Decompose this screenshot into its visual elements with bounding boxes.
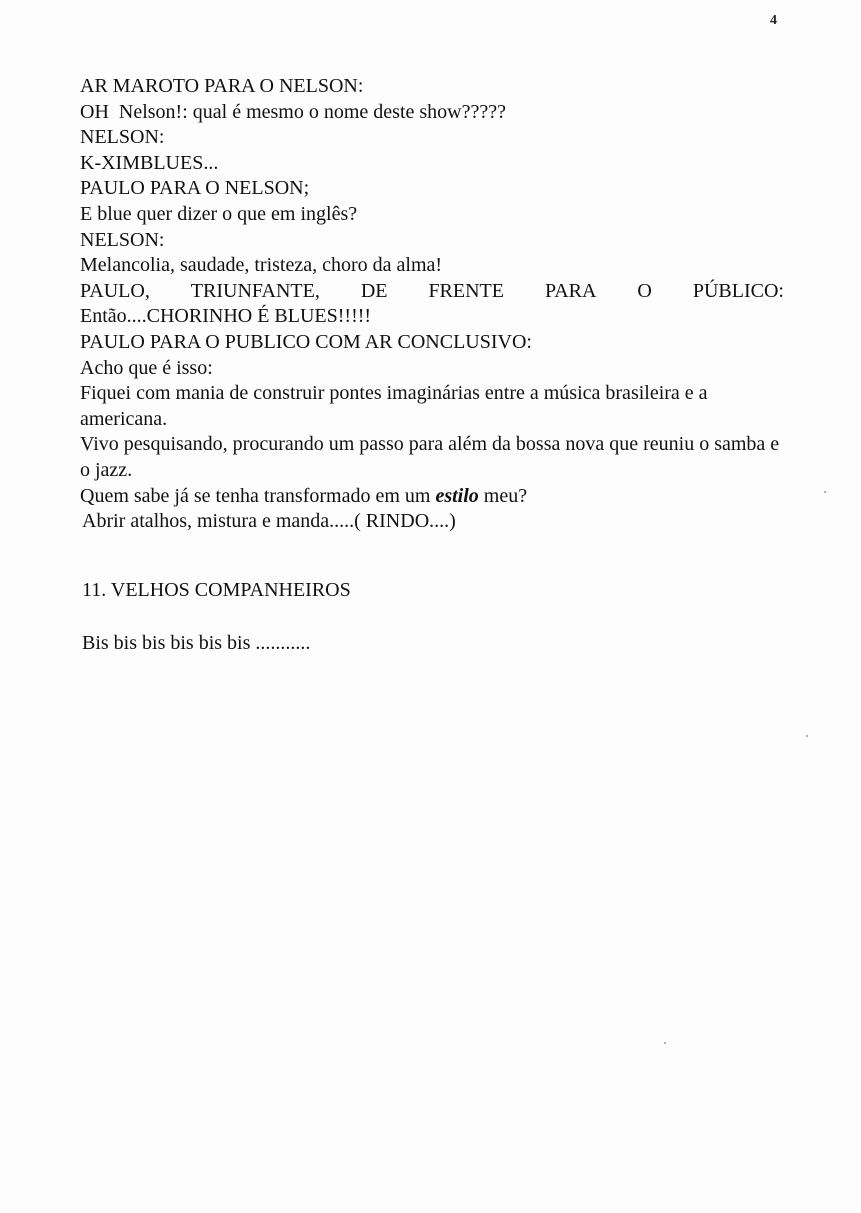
text-segment: Quem sabe já se tenha transformado em um: [80, 484, 436, 507]
dialogue-paragraph: Fiquei com mania de construir pontes imaginárias entre a música brasileira e a americana.: [80, 382, 708, 430]
dialogue-line: K-XIMBLUES...: [80, 151, 219, 174]
word: O: [637, 279, 652, 302]
stage-direction-justified-line: [80, 279, 784, 305]
stage-direction-line: AR MAROTO PARA O NELSON:: [80, 75, 364, 97]
section-heading: 11. VELHOS COMPANHEIROS: [82, 579, 351, 601]
word: PAULO,: [80, 279, 150, 302]
dialogue-line: OH Nelson!: qual é mesmo o nome deste show?????: [80, 100, 506, 123]
dialogue-line: Então....CHORINHO É BLUES!!!!!: [80, 305, 372, 328]
dialogue-line: Acho que é isso:: [80, 356, 213, 379]
dialogue-line: Abrir atalhos, mistura e manda.....( RINDO....): [82, 510, 456, 533]
stage-direction-line: PAULO PARA O PUBLICO COM AR CONCLUSIVO:: [80, 330, 532, 353]
word: PARA: [544, 279, 597, 302]
script-body: [80, 74, 784, 535]
dialogue-line: [80, 484, 784, 510]
stage-direction-line: PAULO PARA O NELSON;: [80, 177, 310, 200]
word: TRIUNFANTE,: [190, 279, 320, 302]
text-segment: meu?: [478, 484, 528, 507]
dialogue-paragraph: Vivo pesquisando, procurando um passo para além da bossa nova que reuniu o samba e o jazz.: [80, 433, 780, 481]
word: DE: [360, 279, 388, 302]
emphasized-word: estilo: [435, 484, 479, 507]
dialogue-line: Melancolia, saudade, tristeza, choro da alma!: [80, 254, 443, 277]
lyrics-line: Bis bis bis bis bis bis ...........: [82, 632, 311, 654]
speaker-line: NELSON:: [80, 228, 165, 251]
speaker-line: NELSON:: [80, 126, 165, 149]
word: FRENTE: [428, 279, 504, 302]
scan-speck: [806, 735, 808, 737]
scan-speck: [824, 491, 826, 493]
scan-speck: [664, 1042, 666, 1044]
page-number: 4: [770, 13, 777, 28]
word: PÚBLICO:: [692, 279, 784, 302]
dialogue-line: E blue quer dizer o que em inglês?: [80, 202, 358, 225]
